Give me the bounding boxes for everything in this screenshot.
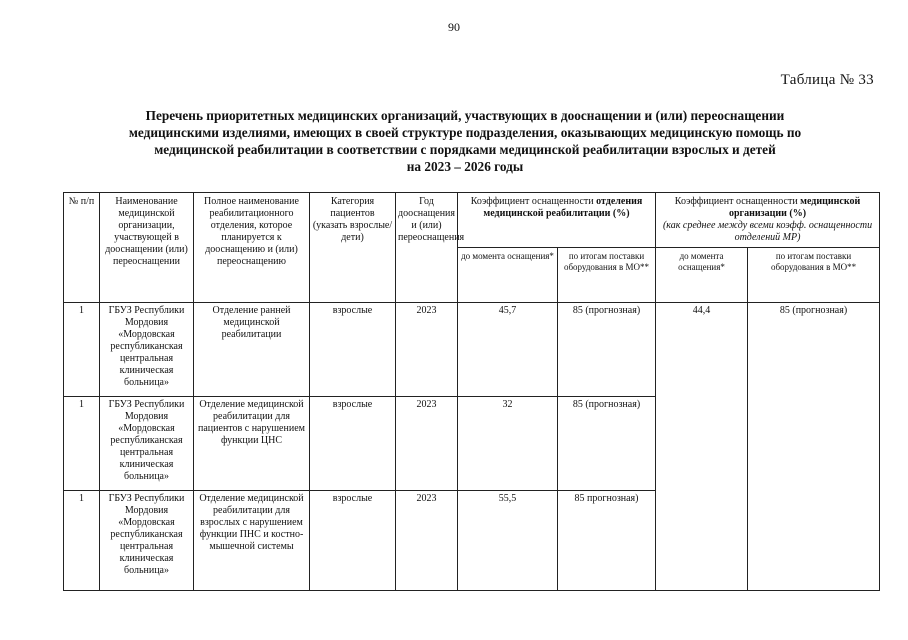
cell-dept-before: 32	[458, 397, 558, 491]
document-title	[50, 107, 880, 175]
header-category: Категория пациентов (указать взрослые/дети)	[310, 193, 396, 303]
title-line: медицинскими изделиями, имеющих в своей структуре подразделения, оказывающих медицинскую помощь по	[128, 125, 802, 140]
title-line: Перечень приоритетных медицинских организаций, участвующих в дооснащении и (или) переоснащении	[145, 108, 785, 123]
header-coef-org	[656, 193, 880, 248]
cell-category: взрослые	[310, 491, 396, 591]
cell-num: 1	[64, 397, 100, 491]
header-coef-org-prefix: Коэффициент оснащенности	[674, 196, 798, 207]
header-year: Год дооснащения и (или) переоснащения	[396, 193, 458, 303]
cell-dept: Отделение медицинской реабилитации для взрослых с нарушением функции ПНС и костно-мышечной системы	[194, 491, 310, 591]
cell-year: 2023	[396, 491, 458, 591]
cell-num: 1	[64, 491, 100, 591]
cell-org-before: 44,4	[656, 303, 748, 591]
header-coef-dept-prefix: Коэффициент оснащенности	[470, 196, 594, 207]
table-label: Таблица № 33	[780, 72, 874, 88]
title-line: медицинской реабилитации в соответствии с порядками медицинской реабилитации взрослых и детей	[154, 142, 776, 157]
header-dept-after: по итогам поставки оборудования в МО**	[558, 248, 656, 303]
registry-table	[63, 192, 880, 591]
cell-year: 2023	[396, 397, 458, 491]
title-line: на 2023 – 2026 годы	[406, 159, 524, 174]
cell-org-after: 85 (прогнозная)	[748, 303, 880, 591]
table-row	[64, 303, 880, 397]
header-coef-dept	[458, 193, 656, 248]
page-number: 90	[448, 20, 460, 34]
cell-category: взрослые	[310, 397, 396, 491]
header-coef-dept-bold: отделения медицинской реабилитации (%)	[483, 196, 643, 219]
header-org-name: Наименование медицинской организации, участвующей в дооснащении (или) переоснащении	[100, 193, 194, 303]
header-num: № п/п	[64, 193, 100, 303]
cell-year: 2023	[396, 303, 458, 397]
header-coef-org-bold: медицинской организации (%)	[728, 196, 861, 219]
header-org-before: до момента оснащения*	[656, 248, 748, 303]
cell-org: ГБУЗ Республики Мордовия «Мордовская республиканская центральная клиническая больница»	[100, 303, 194, 397]
cell-dept: Отделение медицинской реабилитации для пациентов с нарушением функции ЦНС	[194, 397, 310, 491]
cell-category: взрослые	[310, 303, 396, 397]
cell-dept: Отделение ранней медицинской реабилитации	[194, 303, 310, 397]
header-org-after: по итогам поставки оборудования в МО**	[748, 248, 880, 303]
cell-dept-after: 85 прогнозная)	[558, 491, 656, 591]
cell-org: ГБУЗ Республики Мордовия «Мордовская республиканская центральная клиническая больница»	[100, 491, 194, 591]
header-dept-name: Полное наименование реабилитационного отделения, которое планируется к дооснащению и (или) переоснащению	[194, 193, 310, 303]
cell-dept-after: 85 (прогнозная)	[558, 397, 656, 491]
header-dept-before: до момента оснащения*	[458, 248, 558, 303]
header-row	[64, 193, 880, 248]
cell-dept-before: 45,7	[458, 303, 558, 397]
cell-dept-before: 55,5	[458, 491, 558, 591]
cell-num: 1	[64, 303, 100, 397]
header-coef-org-note: (как среднее между всеми коэфф. оснащенности отделений МР)	[662, 220, 873, 243]
cell-org: ГБУЗ Республики Мордовия «Мордовская республиканская центральная клиническая больница»	[100, 397, 194, 491]
cell-dept-after: 85 (прогнозная)	[558, 303, 656, 397]
